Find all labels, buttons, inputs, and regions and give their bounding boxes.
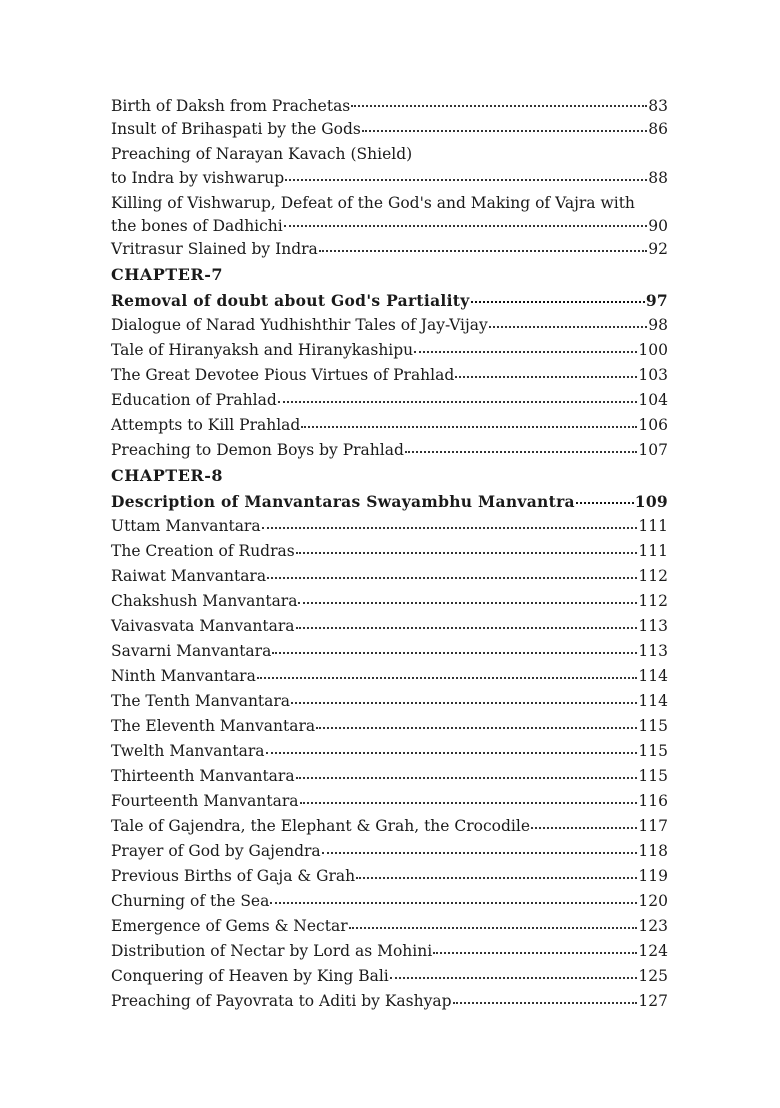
entry-title: Fourteenth Manvantara <box>111 792 299 810</box>
entry-title: The Tenth Manvantara <box>111 692 291 710</box>
entry-page: 90 <box>648 217 668 235</box>
entry-title: Education of Prahlad <box>111 391 277 409</box>
toc-entry <box>111 514 668 539</box>
toc-entry <box>111 288 668 313</box>
entry-title: Birth of Daksh from Prachetas <box>111 97 351 115</box>
entry-title: Twelth Manvantara <box>111 742 265 760</box>
toc-entry <box>111 939 668 964</box>
entry-title: Uttam Manvantara <box>111 517 261 535</box>
toc-entry <box>111 739 668 764</box>
dot-leader <box>362 130 647 132</box>
entry-title: Ninth Manvantara <box>111 667 256 685</box>
toc-entry <box>111 689 668 714</box>
entry-title: Tale of Hiranyaksh and Hiranykashipu <box>111 341 414 359</box>
entry-title: Description of Manvantaras Swayambhu Manvantra <box>111 492 575 511</box>
toc-entry <box>111 714 668 739</box>
toc-entry <box>111 117 668 142</box>
entry-page: 115 <box>638 717 668 735</box>
toc-entry <box>111 789 668 814</box>
entry-page: 123 <box>638 917 668 935</box>
entry-page: 117 <box>638 817 668 835</box>
entry-title: The Great Devotee Pious Virtues of Prahlad <box>111 366 455 384</box>
dot-leader <box>351 105 647 107</box>
entry-page: 114 <box>638 667 668 685</box>
entry-page: 104 <box>638 391 668 409</box>
table-of-contents <box>111 96 668 1014</box>
toc-entry <box>111 814 668 839</box>
entry-title: Tale of Gajendra, the Elephant & Grah, the Crocodile <box>111 817 531 835</box>
dot-leader <box>414 351 637 353</box>
toc-entry <box>111 664 668 689</box>
toc-entry <box>111 413 668 438</box>
toc-entry <box>111 589 668 614</box>
toc-entry <box>111 989 668 1014</box>
dot-leader <box>291 702 637 704</box>
entry-title: The Eleventh Manvantara <box>111 717 316 735</box>
entry-page: 124 <box>638 942 668 960</box>
dot-leader <box>453 1002 638 1004</box>
dot-leader <box>390 977 638 979</box>
entry-page: 92 <box>648 240 668 258</box>
entry-page: 112 <box>638 592 668 610</box>
entry-page: 114 <box>638 692 668 710</box>
dot-leader <box>270 902 637 904</box>
entry-page: 111 <box>638 542 668 560</box>
entry-page: 127 <box>638 992 668 1010</box>
toc-entry <box>111 237 668 262</box>
chapter-heading: CHAPTER-8 <box>111 466 223 485</box>
dot-leader <box>296 777 638 779</box>
dot-leader <box>296 627 638 629</box>
dot-leader <box>576 502 634 504</box>
entry-title: Vaivasvata Manvantara <box>111 617 295 635</box>
entry-page: 115 <box>638 767 668 785</box>
chapter-heading: CHAPTER-7 <box>111 265 223 284</box>
toc-entry <box>111 539 668 564</box>
dot-leader <box>262 527 638 529</box>
toc-entry <box>111 964 668 989</box>
dot-leader <box>301 426 637 428</box>
dot-leader <box>296 552 638 554</box>
entry-page: 107 <box>638 441 668 459</box>
toc-entry <box>111 338 668 363</box>
entry-title: Emergence of Gems & Nectar <box>111 917 348 935</box>
entry-page: 86 <box>648 120 668 138</box>
entry-title: Previous Births of Gaja & Grah <box>111 867 356 885</box>
entry-page: 113 <box>638 617 668 635</box>
toc-entry-line1 <box>111 191 668 215</box>
entry-title: Dialogue of Narad Yudhishthir Tales of Jay-Vijay <box>111 316 488 334</box>
entry-title: Distribution of Nectar by Lord as Mohini <box>111 942 433 960</box>
entry-title: The Creation of Rudras <box>111 542 295 560</box>
entry-page: 113 <box>638 642 668 660</box>
dot-leader <box>278 401 638 403</box>
toc-entry <box>111 564 668 589</box>
entry-title: the bones of Dadhichi <box>111 217 283 235</box>
entry-page: 100 <box>638 341 668 359</box>
entry-page: 109 <box>634 492 668 511</box>
dot-leader <box>433 952 637 954</box>
dot-leader <box>272 652 637 654</box>
entry-title: Removal of doubt about God's Partiality <box>111 291 470 310</box>
toc-entry <box>111 388 668 413</box>
dot-leader <box>405 451 638 453</box>
toc-entry <box>111 215 668 237</box>
toc-entry <box>111 864 668 889</box>
dot-leader <box>471 301 645 303</box>
dot-leader <box>489 326 647 328</box>
entry-page: 83 <box>648 97 668 115</box>
dot-leader <box>257 677 638 679</box>
toc-entry <box>111 764 668 789</box>
toc-entry <box>111 839 668 864</box>
entry-page: 116 <box>638 792 668 810</box>
dot-leader <box>284 225 648 227</box>
entry-page: 111 <box>638 517 668 535</box>
entry-title-line1: Preaching of Narayan Kavach (Shield) <box>111 145 413 163</box>
dot-leader <box>531 827 637 829</box>
entry-page: 97 <box>645 291 668 310</box>
entry-title: Preaching of Payovrata to Aditi by Kashyap <box>111 992 452 1010</box>
toc-entry <box>111 96 668 117</box>
dot-leader <box>285 179 647 181</box>
entry-title: Conquering of Heaven by King Bali <box>111 967 389 985</box>
dot-leader <box>266 752 638 754</box>
dot-leader <box>349 927 638 929</box>
dot-leader <box>319 250 647 252</box>
entry-page: 115 <box>638 742 668 760</box>
entry-page: 106 <box>638 416 668 434</box>
entry-title: Insult of Brihaspati by the Gods <box>111 120 361 138</box>
dot-leader <box>267 577 637 579</box>
entry-page: 98 <box>648 316 668 334</box>
dot-leader <box>455 376 637 378</box>
entry-page: 88 <box>648 169 668 187</box>
entry-title-line1: Killing of Vishwarup, Defeat of the God's and Making of Vajra with <box>111 194 635 212</box>
entry-title: Preaching to Demon Boys by Prahlad <box>111 441 404 459</box>
entry-page: 112 <box>638 567 668 585</box>
entry-title: Attempts to Kill Prahlad <box>111 416 301 434</box>
toc-entry-line1 <box>111 142 668 166</box>
entry-title: to Indra by vishwarup <box>111 169 285 187</box>
dot-leader <box>322 852 638 854</box>
entry-title: Vritrasur Slained by Indra <box>111 240 318 258</box>
entry-title: Chakshush Manvantara <box>111 592 298 610</box>
toc-entry <box>111 489 668 514</box>
toc-entry <box>111 889 668 914</box>
toc-entry <box>111 313 668 338</box>
toc-entry <box>111 363 668 388</box>
toc-entry <box>111 614 668 639</box>
toc-entry <box>111 914 668 939</box>
entry-page: 119 <box>638 867 668 885</box>
entry-page: 120 <box>638 892 668 910</box>
entry-title: Savarni Manvantara <box>111 642 272 660</box>
entry-page: 125 <box>638 967 668 985</box>
dot-leader <box>316 727 637 729</box>
toc-entry <box>111 166 668 191</box>
entry-title: Raiwat Manvantara <box>111 567 267 585</box>
toc-entry <box>111 438 668 463</box>
entry-title: Churning of the Sea <box>111 892 270 910</box>
entry-page: 103 <box>638 366 668 384</box>
dot-leader <box>298 602 637 604</box>
entry-title: Thirteenth Manvantara <box>111 767 295 785</box>
dot-leader <box>356 877 637 879</box>
dot-leader <box>300 802 638 804</box>
entry-page: 118 <box>638 842 668 860</box>
entry-title: Prayer of God by Gajendra <box>111 842 321 860</box>
toc-entry <box>111 639 668 664</box>
